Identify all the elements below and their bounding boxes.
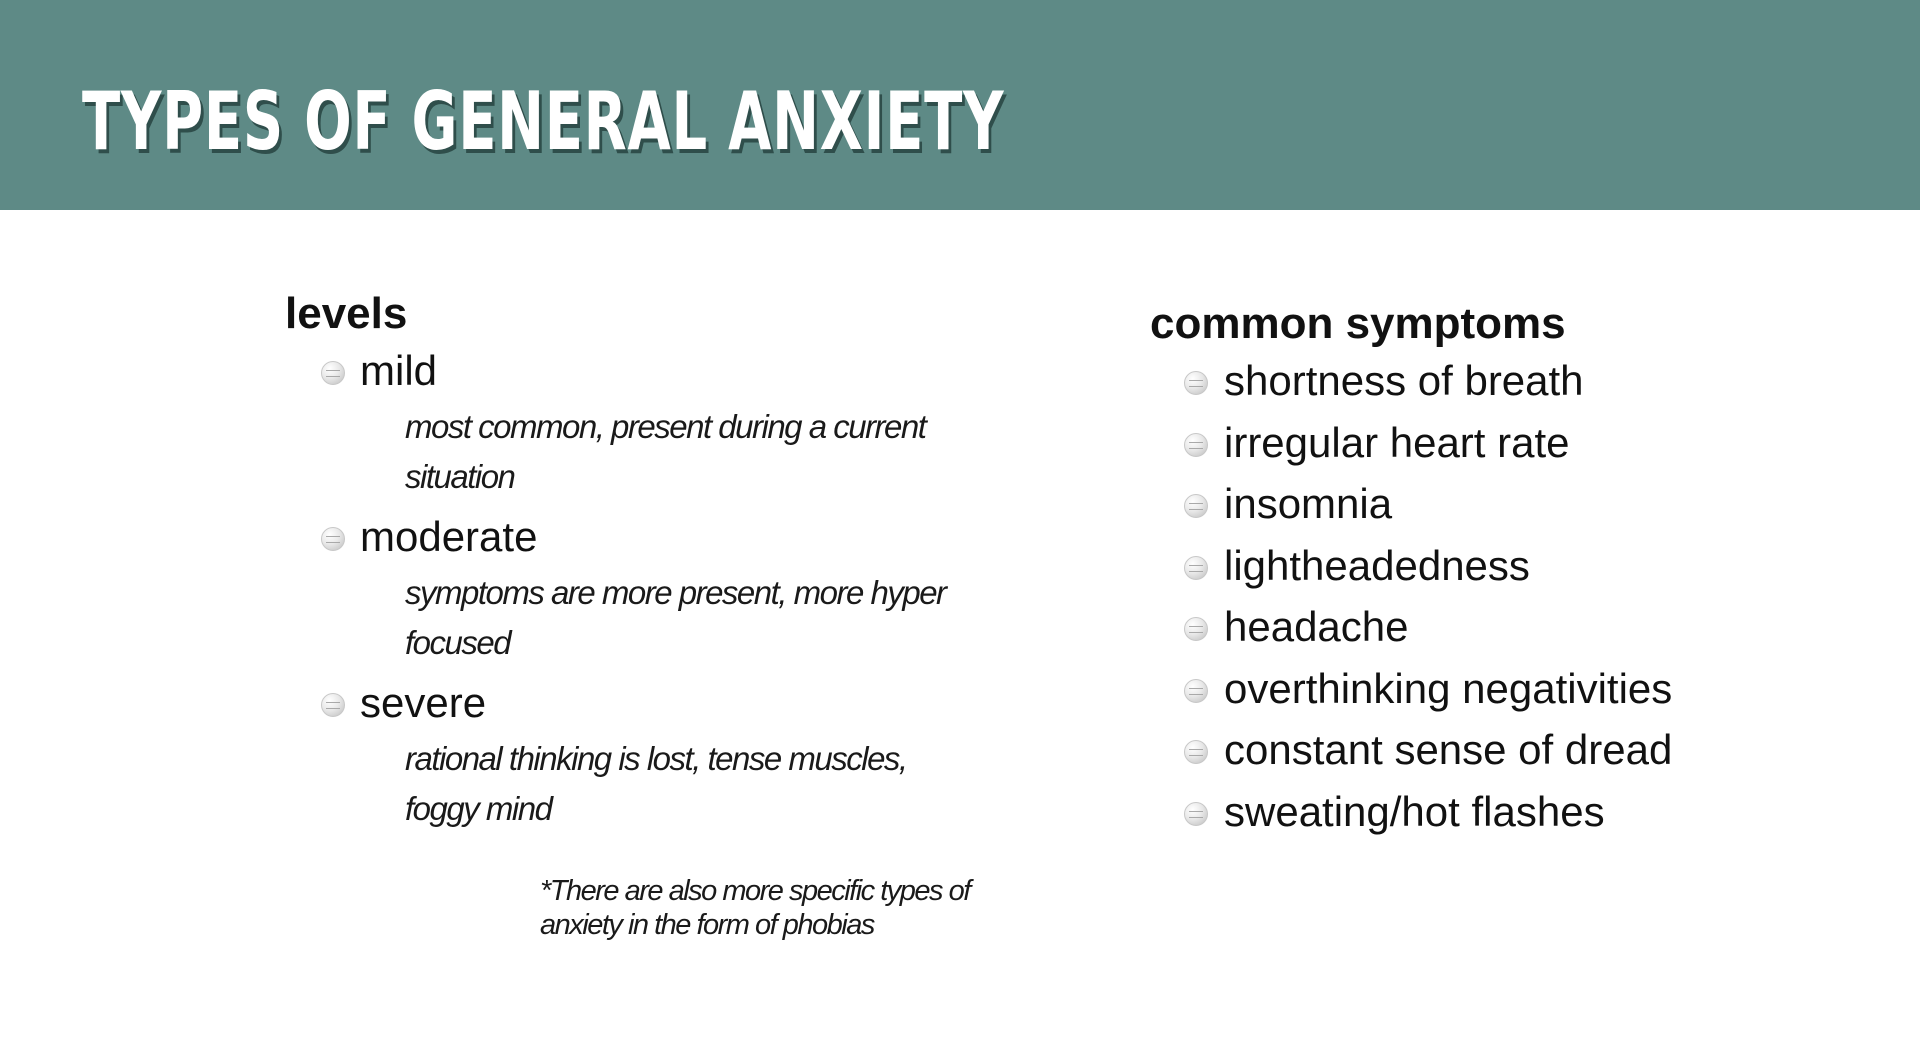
- globe-bullet-icon: [321, 527, 345, 551]
- symptom-label: insomnia: [1224, 480, 1393, 527]
- globe-bullet-icon: [1184, 556, 1208, 580]
- symptom-label: overthinking negativities: [1224, 664, 1673, 712]
- globe-bullet-icon: [321, 693, 345, 717]
- symptom-item: [1150, 781, 1830, 843]
- symptoms-section: [1150, 298, 1830, 842]
- symptom-label: constant sense of dread: [1224, 726, 1673, 773]
- level-description: rational thinking is lost, tense muscles, foggy mind: [405, 740, 907, 827]
- levels-heading: levels: [285, 289, 408, 338]
- level-label: mild: [360, 347, 438, 394]
- symptom-label: irregular heart rate: [1224, 418, 1570, 466]
- page-title: TYPES OF GENERAL ANXIETY: [82, 75, 1005, 168]
- symptom-item: [1150, 535, 1830, 597]
- level-label: severe: [360, 679, 487, 726]
- footnote: *There are also more specific types of anxiety in the form of phobias: [540, 875, 970, 941]
- symptom-label: headache: [1224, 603, 1409, 650]
- list-item: [285, 506, 1005, 568]
- level-description: most common, present during a current situation: [405, 408, 926, 495]
- level-label: moderate: [360, 513, 538, 560]
- globe-bullet-icon: [1184, 802, 1208, 826]
- symptom-label: shortness of breath: [1224, 357, 1584, 404]
- globe-bullet-icon: [1184, 617, 1208, 641]
- levels-section: [285, 288, 1005, 838]
- globe-bullet-icon: [1184, 494, 1208, 518]
- symptom-item: [1150, 473, 1830, 535]
- list-item: [285, 340, 1005, 402]
- symptoms-heading: common symptoms: [1150, 299, 1566, 348]
- title-banner: [0, 0, 1920, 210]
- level-item-severe: [285, 672, 1005, 834]
- globe-bullet-icon: [1184, 740, 1208, 764]
- symptom-item: [1150, 658, 1830, 720]
- list-item: [285, 672, 1005, 734]
- level-description: symptoms are more present, more hyper focused: [405, 574, 946, 661]
- symptom-label: sweating/hot flashes: [1224, 787, 1605, 835]
- level-item-moderate: [285, 506, 1005, 668]
- symptom-label: lightheadedness: [1224, 541, 1530, 589]
- globe-bullet-icon: [1184, 433, 1208, 457]
- symptom-item: [1150, 412, 1830, 474]
- globe-bullet-icon: [1184, 371, 1208, 395]
- globe-bullet-icon: [1184, 679, 1208, 703]
- symptom-item: [1150, 596, 1830, 658]
- level-item-mild: [285, 340, 1005, 502]
- symptom-item: [1150, 719, 1830, 781]
- globe-bullet-icon: [321, 361, 345, 385]
- symptom-item: [1150, 350, 1830, 412]
